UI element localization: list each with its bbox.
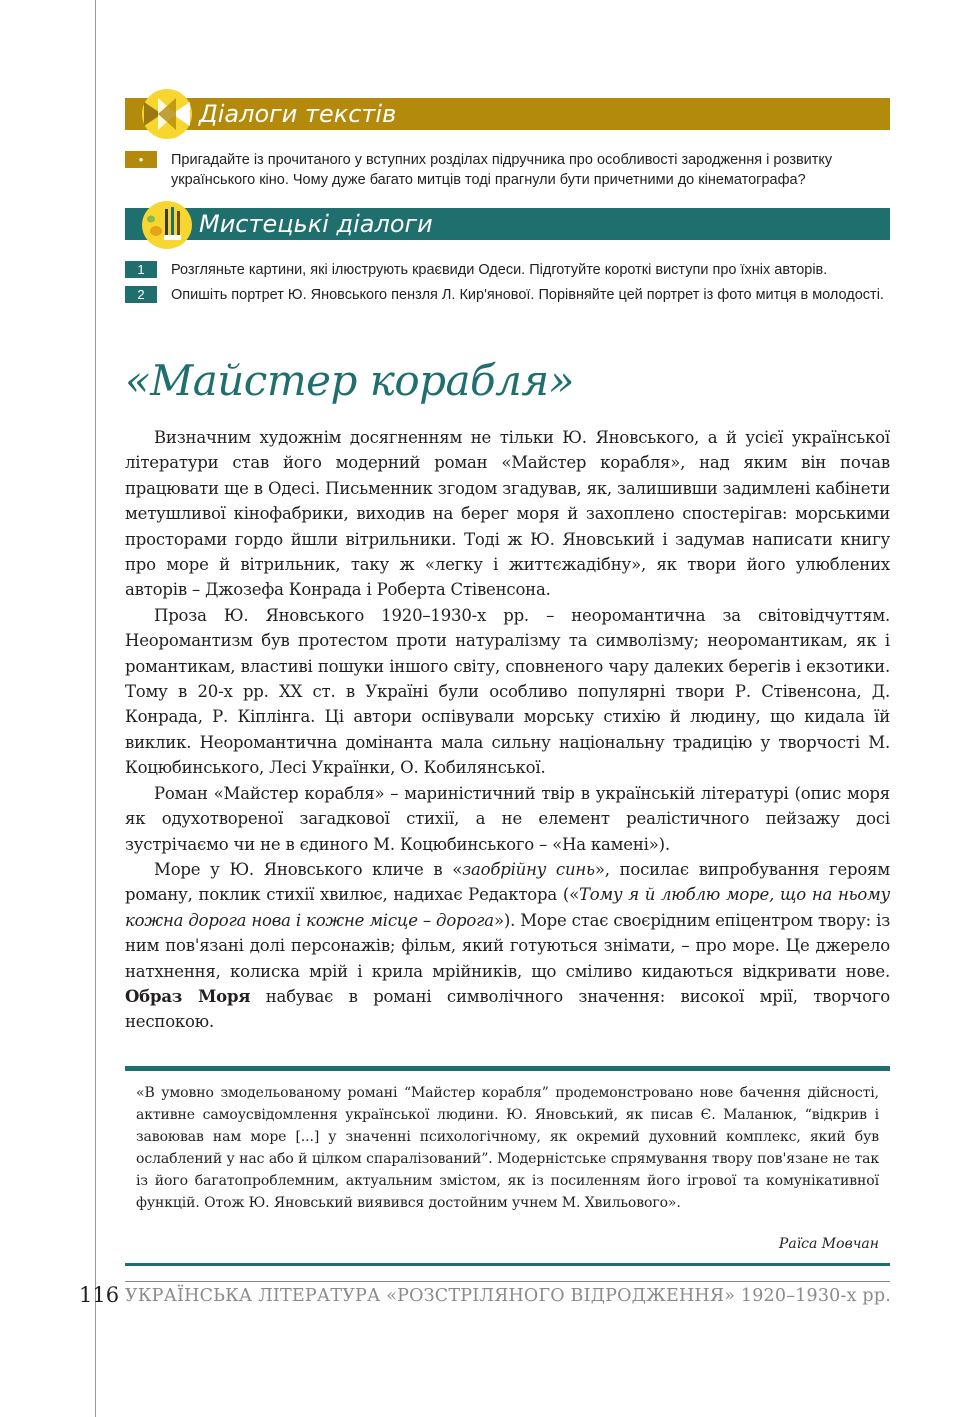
footer-rule: [125, 1281, 890, 1282]
quote-author: Раїса Мовчан: [778, 1236, 879, 1252]
section-title: Мистецькі діалоги: [199, 210, 433, 238]
arrows-dialogue-icon: [138, 88, 196, 140]
quote-bottom-rule: [125, 1263, 890, 1266]
quote-top-rule: [125, 1066, 890, 1071]
task-item: [125, 150, 895, 190]
paragraph: Визначним художнім досягненням не тільки Ю. Яновського, а й усієї української літератури став його модерний роман «Майстер корабля», над яким він почав працювати ще в Одесі. Письменник згодом згадував, як, залишивши задимлені кабінети метушливої кінофабрики, виходив на берег моря й захоплено спостерігав: морськими просторами гордо йшли вітрильники. Тоді ж Ю. Яновський і задумав написати книгу про море й вітрильник, таку ж «легку і життєжадібну», як твори його улюблених авторів – Джозефа Конрада і Роберта Стівенсона.: [125, 428, 890, 600]
text-run: набуває в романі символічного значення: високої мрії, творчого неспокою.: [125, 986, 890, 1032]
main-text: [125, 425, 890, 1035]
emphasis: Тому я й люблю море, що на ньому кожна дорога нова і кожне місце – дорога: [125, 885, 890, 930]
quote-text: «В умовно змодельованому романі “Майстер корабля” продемонстровано нове бачення дійсності, активне самоусвідомлення української людини. Ю. Яновський, як писав Є. Маланюк, “відкрив і завоював нам море [...] у значенні психологічному, як окремий духовний комплекс, який був ослаблений у нас або й цілком спаралізований”. Модерністське спрямування твору пов'язане не так із його багатопроблемним, актуальним змістом, як із посиленням його ігрової та комунікативної функцій. Отож Ю. Яновський виявився достойним учнем М. Хвильового».: [136, 1085, 879, 1211]
text-run: », посилає випробування героям роману, поклик стихії хвилює, надихає Редактора («: [125, 859, 891, 905]
paragraph: Проза Ю. Яновського 1920–1930-х рр. – неоромантична за світовідчуттям. Неоромантизм був протестом проти натуралізму та символізму; неоромантикам, як і романтикам, властиві пошуки іншого світу, сповненого чару далеких берегів і екзотики. Тому в 20-х рр. XX ст. в Україні були особливо популярні твори Р. Стівенсона, Д. Конрада, Р. Кіплінга. Ці автори оспівували морську стихію й людину, що кидала їй виклик. Неоромантична домінанта мала сильну національну традицію у творчості М. Коцюбинського, Лесі Українки, О. Кобилянської.: [125, 605, 890, 778]
task-item: [125, 260, 895, 280]
task-text: Розгляньте картини, які ілюструють краєвиди Одеси. Підготуйте короткі виступи про їхніх авторів.: [171, 262, 828, 278]
page-number: 116: [79, 1283, 120, 1307]
text-run: »). Море стає своєрідним епіцентром твору: із ним пов'язані долі персонажів; фільм, який готуються знімати, – про море. Це джерело натхнення, колиска мрій і крила мрійників, що сміливо кидаються відкривати нове.: [125, 910, 891, 981]
text-run: Море у Ю. Яновського кличе в «: [154, 859, 463, 879]
section-banner-art-dialogues: [125, 208, 890, 240]
palette-brushes-icon: [138, 199, 196, 251]
running-head: УКРАЇНСЬКА ЛІТЕРАТУРА «РОЗСТРІЛЯНОГО ВІДРОДЖЕННЯ» 1920–1930-х рр.: [125, 1286, 892, 1306]
paragraph: [125, 857, 890, 1035]
section-title: Діалоги текстів: [199, 100, 397, 128]
bullet-marker: •: [125, 151, 157, 168]
task-text: Опишіть портрет Ю. Яновського пензля Л. Кир'янової. Порівняйте цей портрет із фото митця в молодості.: [171, 287, 884, 303]
task-item: [125, 285, 895, 305]
emphasis: заобрійну синь: [462, 859, 595, 879]
task-number: 1: [125, 261, 157, 278]
task-number: 2: [125, 286, 157, 303]
page-margin-line: [95, 0, 96, 1417]
page-title: «Майстер корабля»: [125, 356, 574, 405]
bold-term: Образ Моря: [125, 986, 251, 1006]
task-text: Пригадайте із прочитаного у вступних розділах підручника про особливості зародження і розвитку українського кіно. Чому дуже багато митців тоді прагнули бути причетними до кінематографа?: [171, 152, 833, 188]
section-banner-dialogues: [125, 98, 890, 130]
paragraph: Роман «Майстер корабля» – мариністичний твір в українській літературі (опис моря як одухотвореної загадкової стихії, а не елемент реалістичного пейзажу досі зустрічаємо чи не в єдиного М. Коцюбинського – «На камені»).: [125, 783, 890, 854]
